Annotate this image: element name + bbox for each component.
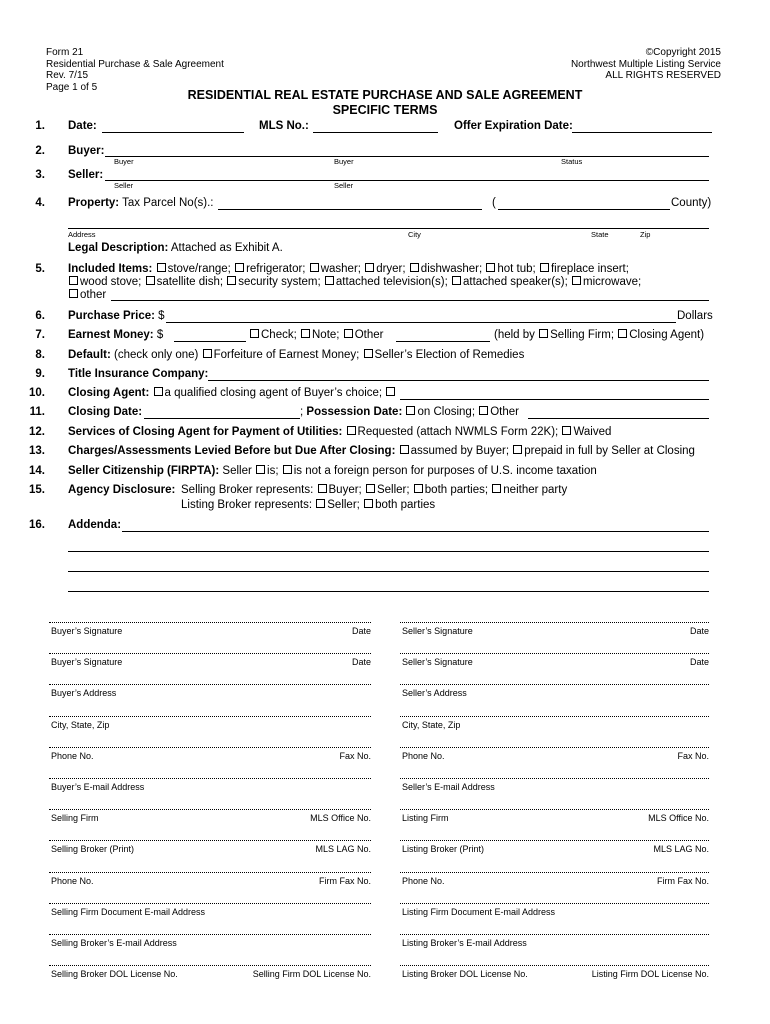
separator: ; (300, 406, 304, 418)
signature-sublabel: Firm Fax No. (318, 876, 371, 886)
agency-disclosure-label: Agency Disclosure: (68, 484, 176, 496)
listing-broker-line (181, 499, 435, 511)
city-sublabel: City (408, 230, 421, 239)
checkbox[interactable] (146, 276, 155, 285)
checkbox[interactable] (157, 263, 166, 272)
document-subtitle: SPECIFIC TERMS (332, 103, 438, 117)
charges-line (68, 445, 695, 457)
earnest-other-field[interactable] (396, 341, 490, 342)
item-label: washer; (320, 263, 361, 275)
signature-label: Buyer’s Signature (51, 657, 123, 667)
term-number: 3. (35, 169, 45, 181)
assumed-checkbox[interactable] (400, 445, 409, 454)
copyright: ©Copyright 2015 (645, 47, 721, 58)
item-label: microwave; (583, 276, 642, 288)
firpta-seller: Seller (222, 465, 252, 477)
signature-field[interactable] (400, 716, 709, 717)
signature-sublabel: Selling Firm DOL License No. (252, 969, 371, 979)
charges-label: Charges/Assessments Levied Before but Due After Closing: (68, 445, 396, 457)
signature-field[interactable] (49, 653, 371, 654)
signature-label: Seller’s E-mail Address (402, 782, 495, 792)
is-label: is; (267, 465, 279, 477)
signature-field[interactable] (400, 965, 709, 966)
signature-label: Buyer’s E-mail Address (51, 782, 145, 792)
held-by-label: (held by (494, 329, 535, 341)
lb-seller-label: Seller; (327, 499, 360, 511)
possession-other-label: Other (490, 406, 519, 418)
term-number: 7. (35, 329, 45, 341)
buyers-choice-label: a qualified closing agent of Buyer’s choice; (164, 387, 383, 399)
title-insurance-label: Title Insurance Company: (68, 368, 209, 380)
sb-buyer-checkbox[interactable] (318, 484, 327, 493)
sb-seller-label: Seller; (376, 484, 410, 496)
title-insurance-field[interactable] (208, 380, 709, 381)
item-label: other (80, 289, 107, 301)
signature-field[interactable] (400, 622, 709, 623)
is-checkbox[interactable] (256, 465, 265, 474)
sb-neither-checkbox[interactable] (492, 484, 501, 493)
buyer-sublabel: Buyer (114, 157, 134, 166)
buyers-choice-checkbox[interactable] (154, 387, 163, 396)
is-not-label: is not a foreign person for purposes of U.S. income taxation (293, 465, 597, 477)
item-label: attached television(s); (335, 276, 448, 288)
legal-description-label: Legal Description: (68, 242, 169, 254)
lb-seller-checkbox[interactable] (316, 499, 325, 508)
date-field[interactable] (102, 132, 244, 133)
checkbox[interactable] (325, 276, 334, 285)
signature-field[interactable] (49, 934, 371, 935)
signature-field[interactable] (49, 840, 371, 841)
prepaid-checkbox[interactable] (513, 445, 522, 454)
signature-field[interactable] (400, 747, 709, 748)
other-items-field[interactable] (111, 300, 709, 301)
check-checkbox[interactable] (250, 329, 259, 338)
selling-firm-checkbox[interactable] (539, 329, 548, 338)
checkbox[interactable] (235, 263, 244, 272)
possession-other-checkbox[interactable] (479, 406, 488, 415)
term-number: 13. (29, 445, 45, 457)
signature-sublabel: Date (351, 657, 371, 667)
forfeiture-checkbox[interactable] (203, 349, 212, 358)
lb-both-label: both parties (375, 499, 436, 511)
signature-field[interactable] (49, 778, 371, 779)
term-number: 16. (29, 519, 45, 531)
seller-sublabel: Seller (114, 181, 134, 190)
checkbox[interactable] (540, 263, 549, 272)
address-sublabel: Address (68, 230, 96, 239)
mls-field[interactable] (313, 132, 438, 133)
mls-label: MLS No.: (259, 120, 309, 132)
term-number: 15. (29, 484, 45, 496)
item-label: security system; (238, 276, 321, 288)
signature-label: Buyer’s Signature (51, 626, 123, 636)
earnest-money-field[interactable] (174, 341, 246, 342)
utilities-label: Services of Closing Agent for Payment of Utilities: (68, 426, 343, 438)
signature-label: Phone No. (402, 876, 445, 886)
seller-label: Seller: (68, 169, 104, 181)
form-header-right (571, 47, 721, 82)
dollars-label: Dollars (677, 310, 713, 322)
checkbox[interactable] (452, 276, 461, 285)
signature-label: Phone No. (402, 751, 445, 761)
signature-label: Selling Broker’s E-mail Address (51, 938, 177, 948)
date-label: Date: (68, 120, 97, 132)
form-revision: Rev. 7/15 (46, 70, 89, 81)
included-items-line2 (68, 276, 641, 288)
requested-label: Requested (attach NWMLS Form 22K); (357, 426, 559, 438)
term-number: 10. (29, 387, 45, 399)
item-label: stove/range; (167, 263, 231, 275)
closing-agent-checkbox[interactable] (618, 329, 627, 338)
form-number: Form 21 (46, 47, 84, 58)
term-number: 2. (35, 145, 45, 157)
item-label: refrigerator; (246, 263, 306, 275)
term-number: 5. (35, 263, 45, 275)
addenda-field[interactable] (68, 591, 709, 592)
closing-agent-label: Closing Agent: (68, 387, 150, 399)
signature-field[interactable] (49, 747, 371, 748)
seller-sublabel: Seller (334, 181, 354, 190)
signature-label: Seller’s Signature (402, 626, 473, 636)
possession-other-field[interactable] (528, 418, 709, 419)
signature-sublabel: Date (689, 626, 709, 636)
addenda-field[interactable] (68, 551, 709, 552)
signature-label: Selling Firm Document E-mail Address (51, 907, 206, 917)
checkbox[interactable] (310, 263, 319, 272)
term-number: 1. (35, 120, 45, 132)
signature-label: Seller’s Address (402, 688, 467, 698)
on-closing-checkbox[interactable] (406, 406, 415, 415)
note-checkbox[interactable] (301, 329, 310, 338)
selling-broker-line (181, 484, 567, 496)
county-paren: ( (492, 197, 496, 209)
remedies-label: Seller’s Election of Remedies (374, 349, 525, 361)
firpta-line (68, 465, 597, 477)
earnest-money-line (68, 329, 163, 341)
signature-field[interactable] (400, 684, 709, 685)
held-by (494, 329, 704, 341)
term-number: 11. (29, 406, 45, 418)
signature-sublabel: MLS Office No. (310, 813, 371, 823)
requested-checkbox[interactable] (347, 426, 356, 435)
buyer-sublabel: Buyer (334, 157, 354, 166)
page-number: Page 1 of 5 (46, 81, 98, 93)
other-label: Other (354, 329, 384, 341)
term-number: 4. (35, 197, 45, 209)
listing-broker-label: Listing Broker represents: (181, 499, 313, 511)
firpta-label: Seller Citizenship (FIRPTA): (68, 465, 220, 477)
buyer-label: Buyer: (68, 145, 105, 157)
organization: Northwest Multiple Listing Service (570, 58, 721, 70)
other-checkbox[interactable] (344, 329, 353, 338)
signature-field[interactable] (49, 716, 371, 717)
signature-label: Selling Broker (Print) (51, 844, 135, 854)
closing-date-field[interactable] (144, 418, 300, 419)
sb-both-checkbox[interactable] (414, 484, 423, 493)
is-not-checkbox[interactable] (283, 465, 292, 474)
utilities-line (68, 426, 611, 438)
earnest-money-label: Earnest Money: (68, 329, 154, 341)
signature-sublabel: Fax No. (339, 751, 371, 761)
signature-label: Selling Broker DOL License No. (51, 969, 178, 979)
signature-field[interactable] (49, 965, 371, 966)
closing-agent-label: Closing Agent) (629, 329, 705, 341)
signature-label: Selling Firm (51, 813, 99, 823)
signature-label: City, State, Zip (402, 720, 461, 730)
signature-field[interactable] (400, 840, 709, 841)
included-items-line1 (68, 263, 629, 275)
item-label: dishwasher; (420, 263, 483, 275)
signature-sublabel: Date (351, 626, 371, 636)
signature-field[interactable] (400, 778, 709, 779)
signature-label: Buyer’s Address (51, 688, 117, 698)
signature-label: Seller’s Signature (402, 657, 473, 667)
item-label: hot tub; (497, 263, 536, 275)
status-sublabel: Status (561, 157, 583, 166)
county-label: County) (671, 197, 712, 209)
tax-parcel-field[interactable] (218, 209, 482, 210)
default-label: Default: (68, 349, 111, 361)
term-number: 8. (35, 349, 45, 361)
document-title: RESIDENTIAL REAL ESTATE PURCHASE AND SALE AGREEMENT (187, 88, 583, 102)
signature-label: Listing Broker’s E-mail Address (402, 938, 527, 948)
closing-agent-line (68, 387, 397, 399)
default-instruction: (check only one) (114, 349, 199, 361)
signature-field[interactable] (400, 809, 709, 810)
signature-label: Phone No. (51, 751, 94, 761)
checkbox[interactable] (227, 276, 236, 285)
closing-date-label: Closing Date: (68, 406, 143, 418)
possession-line (300, 406, 519, 418)
signature-sublabel: Firm Fax No. (656, 876, 709, 886)
signature-field[interactable] (49, 809, 371, 810)
rights: ALL RIGHTS RESERVED (605, 70, 721, 81)
sb-seller-checkbox[interactable] (366, 484, 375, 493)
signature-label: City, State, Zip (51, 720, 110, 730)
signature-field[interactable] (400, 934, 709, 935)
dollar-sign: $ (156, 329, 164, 341)
form-name: Residential Purchase & Sale Agreement (46, 58, 224, 70)
term-number: 9. (35, 368, 45, 380)
term-number: 12. (29, 426, 45, 438)
signature-sublabel: Fax No. (677, 751, 709, 761)
signature-label: Listing Broker DOL License No. (402, 969, 528, 979)
signature-sublabel: Listing Firm DOL License No. (591, 969, 709, 979)
signature-field[interactable] (400, 872, 709, 873)
tax-parcel-label: Tax Parcel No(s).: (122, 197, 214, 209)
legal-description-text: Attached as Exhibit A. (170, 242, 283, 254)
sb-neither-label: neither party (503, 484, 568, 496)
waived-label: Waived (573, 426, 612, 438)
signature-field[interactable] (49, 872, 371, 873)
signature-label: Phone No. (51, 876, 94, 886)
signature-sublabel: MLS Office No. (648, 813, 709, 823)
signature-field[interactable] (49, 622, 371, 623)
check-label: Check; (261, 329, 297, 341)
signature-label: Listing Broker (Print) (402, 844, 485, 854)
purchase-price-label: Purchase Price: (68, 310, 155, 322)
remedies-checkbox[interactable] (364, 349, 373, 358)
possession-date-label: Possession Date: (306, 406, 403, 418)
signature-sublabel: Date (689, 657, 709, 667)
checkbox[interactable] (410, 263, 419, 272)
term-number: 6. (35, 310, 45, 322)
selling-firm-label: Selling Firm; (550, 329, 615, 341)
lb-both-checkbox[interactable] (364, 499, 373, 508)
checkbox[interactable] (69, 276, 78, 285)
form-header-left (46, 47, 224, 93)
forfeiture-label: Forfeiture of Earnest Money; (213, 349, 360, 361)
checkbox[interactable] (486, 263, 495, 272)
checkbox[interactable] (69, 289, 78, 298)
addenda-field[interactable] (122, 531, 709, 532)
included-items-line3 (68, 289, 106, 301)
signature-field[interactable] (400, 903, 709, 904)
legal-description (68, 242, 283, 254)
prepaid-label: prepaid in full by Seller at Closing (524, 445, 695, 457)
signature-label: Listing Firm Document E-mail Address (402, 907, 556, 917)
signature-field[interactable] (400, 653, 709, 654)
assumed-label: assumed by Buyer; (410, 445, 510, 457)
selling-broker-label: Selling Broker represents: (181, 484, 314, 496)
included-items-label: Included Items: (68, 263, 153, 275)
item-label: fireplace insert; (550, 263, 629, 275)
seller-field[interactable] (105, 180, 709, 181)
on-closing-label: on Closing; (417, 406, 476, 418)
item-label: dryer; (376, 263, 406, 275)
signature-field[interactable] (49, 684, 371, 685)
purchase-price-line (68, 310, 165, 322)
closing-agent-field[interactable] (400, 399, 709, 400)
offer-expiration-label: Offer Expiration Date: (454, 120, 573, 132)
offer-expiration-field[interactable] (572, 132, 712, 133)
item-label: satellite dish; (156, 276, 224, 288)
signature-sublabel: MLS LAG No. (653, 844, 709, 854)
property-label: Property: (68, 197, 120, 209)
zip-sublabel: Zip (640, 230, 651, 239)
state-sublabel: State (591, 230, 609, 239)
checkbox[interactable] (572, 276, 581, 285)
closing-agent-other-checkbox[interactable] (386, 387, 395, 396)
address-field[interactable] (68, 228, 709, 229)
checkbox[interactable] (365, 263, 374, 272)
default-line (68, 349, 524, 361)
waived-checkbox[interactable] (562, 426, 571, 435)
addenda-label: Addenda: (68, 519, 122, 531)
item-label: attached speaker(s); (462, 276, 568, 288)
term-number: 14. (29, 465, 45, 477)
sb-both-label: both parties; (424, 484, 489, 496)
dollar-sign: $ (158, 310, 165, 322)
addenda-field[interactable] (68, 571, 709, 572)
county-field[interactable] (498, 209, 670, 210)
signature-sublabel: MLS LAG No. (315, 844, 371, 854)
signature-label: Listing Firm (402, 813, 449, 823)
earnest-money-options (249, 329, 383, 341)
purchase-price-field[interactable] (166, 322, 676, 323)
sb-buyer-label: Buyer; (328, 484, 362, 496)
note-label: Note; (312, 329, 340, 341)
signature-field[interactable] (49, 903, 371, 904)
property-line (68, 197, 214, 209)
item-label: wood stove; (80, 276, 142, 288)
buyer-field[interactable] (105, 156, 709, 157)
